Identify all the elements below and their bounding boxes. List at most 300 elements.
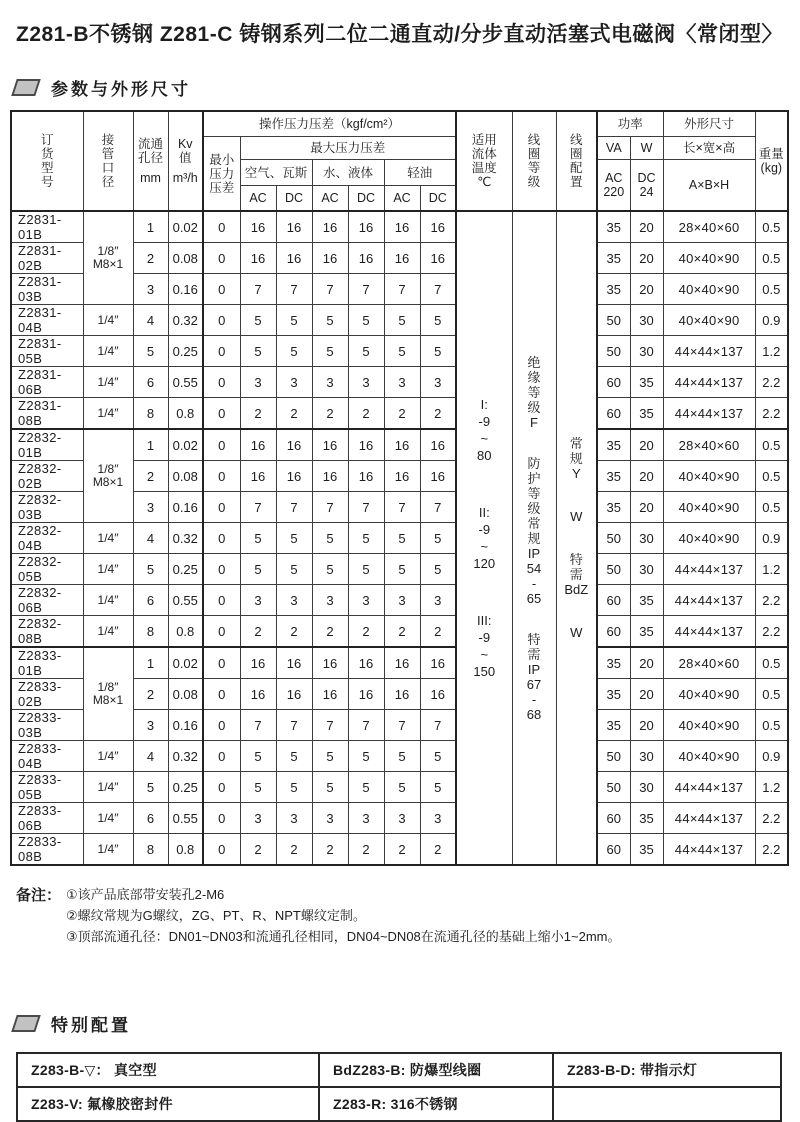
weight-cell: 2.2 bbox=[755, 398, 788, 430]
kv-cell: 0.32 bbox=[168, 741, 203, 772]
note-item: ③顶部流通孔径：DN01~DN03和流通孔径相同，DN04~DN08在流通孔径的基础上缩小1~2mm。 bbox=[66, 929, 621, 944]
max-pressure-cell: 16 bbox=[312, 647, 348, 679]
bore-cell: 6 bbox=[133, 367, 168, 398]
pipe-cell: 1/4″ bbox=[83, 585, 133, 616]
bore-cell: 3 bbox=[133, 492, 168, 523]
pipe-cell: 1/4″ bbox=[83, 336, 133, 367]
w-cell: 30 bbox=[630, 305, 663, 336]
max-pressure-cell: 3 bbox=[276, 585, 312, 616]
w-cell: 35 bbox=[630, 367, 663, 398]
max-pressure-cell: 3 bbox=[384, 803, 420, 834]
va-cell: 35 bbox=[597, 492, 630, 523]
notes-label: 备注： bbox=[16, 887, 62, 904]
va-cell: 50 bbox=[597, 336, 630, 367]
max-pressure-cell: 16 bbox=[384, 243, 420, 274]
weight-cell: 0.5 bbox=[755, 461, 788, 492]
weight-cell: 0.5 bbox=[755, 710, 788, 741]
bore-cell: 1 bbox=[133, 429, 168, 461]
max-pressure-cell: 7 bbox=[276, 710, 312, 741]
special-config-cell: Z283-B-D: 带指示灯 bbox=[553, 1053, 781, 1087]
parallelogram-icon bbox=[11, 1015, 41, 1032]
model-cell: Z2831-03B bbox=[11, 274, 83, 305]
kv-col-header: Kv 值 m³/h bbox=[168, 111, 203, 211]
max-pressure-cell: 5 bbox=[276, 523, 312, 554]
va-cell: 50 bbox=[597, 554, 630, 585]
min-pressure-cell: 0 bbox=[203, 679, 240, 710]
table-row bbox=[11, 367, 788, 398]
w-cell: 30 bbox=[630, 336, 663, 367]
kv-cell: 0.08 bbox=[168, 461, 203, 492]
max-pressure-cell: 5 bbox=[384, 523, 420, 554]
max-pressure-cell: 2 bbox=[312, 616, 348, 648]
table-header bbox=[11, 111, 788, 211]
max-pressure-cell: 7 bbox=[276, 492, 312, 523]
dc24-header: DC 24 bbox=[630, 160, 663, 212]
min-pressure-cell: 0 bbox=[203, 305, 240, 336]
va-cell: 60 bbox=[597, 616, 630, 648]
max-pressure-cell: 16 bbox=[240, 211, 276, 243]
dims-cell: 44×44×137 bbox=[663, 803, 755, 834]
max-pressure-cell: 16 bbox=[312, 461, 348, 492]
max-pressure-cell: 5 bbox=[276, 305, 312, 336]
model-cell: Z2833-03B bbox=[11, 710, 83, 741]
table-body bbox=[11, 211, 788, 865]
max-pressure-cell: 16 bbox=[348, 429, 384, 461]
ac220-header: AC 220 bbox=[597, 160, 630, 212]
max-pressure-cell: 2 bbox=[276, 834, 312, 866]
bore-cell: 4 bbox=[133, 305, 168, 336]
bore-cell: 8 bbox=[133, 616, 168, 648]
max-pressure-cell: 5 bbox=[348, 336, 384, 367]
parameters-table bbox=[10, 110, 789, 866]
max-pressure-cell: 16 bbox=[348, 461, 384, 492]
max-pressure-cell: 7 bbox=[312, 710, 348, 741]
max-pressure-cell: 5 bbox=[276, 336, 312, 367]
model-cell: Z2831-02B bbox=[11, 243, 83, 274]
va-cell: 35 bbox=[597, 429, 630, 461]
weight-cell: 1.2 bbox=[755, 554, 788, 585]
min-pressure-cell: 0 bbox=[203, 710, 240, 741]
bore-cell: 6 bbox=[133, 803, 168, 834]
max-pressure-cell: 3 bbox=[240, 803, 276, 834]
max-pressure-cell: 16 bbox=[420, 647, 456, 679]
w-cell: 35 bbox=[630, 398, 663, 430]
table-row bbox=[11, 616, 788, 648]
pipe-cell: 1/4″ bbox=[83, 305, 133, 336]
params-section-heading bbox=[14, 75, 800, 100]
max-pressure-cell: 16 bbox=[384, 429, 420, 461]
dims-header: 外形尺寸 bbox=[663, 111, 755, 137]
max-pressure-cell: 3 bbox=[276, 367, 312, 398]
min-pressure-cell: 0 bbox=[203, 523, 240, 554]
max-pressure-cell: 5 bbox=[240, 554, 276, 585]
max-pressure-cell: 16 bbox=[240, 461, 276, 492]
pipe-cell: 1/8″ M8×1 bbox=[83, 211, 133, 305]
weight-cell: 2.2 bbox=[755, 803, 788, 834]
table-row bbox=[11, 554, 788, 585]
note-item: ②螺纹常规为G螺纹，ZG、PT、R、NPT螺纹定制。 bbox=[66, 908, 366, 923]
weight-cell: 1.2 bbox=[755, 772, 788, 803]
kv-cell: 0.55 bbox=[168, 803, 203, 834]
max-pressure-cell: 7 bbox=[348, 492, 384, 523]
model-cell: Z2831-01B bbox=[11, 211, 83, 243]
kv-cell: 0.08 bbox=[168, 679, 203, 710]
max-pressure-cell: 16 bbox=[276, 429, 312, 461]
max-pressure-cell: 5 bbox=[384, 554, 420, 585]
max-pressure-cell: 16 bbox=[240, 429, 276, 461]
table-row bbox=[11, 647, 788, 679]
va-cell: 50 bbox=[597, 741, 630, 772]
special-config-table bbox=[16, 1052, 782, 1122]
max-pressure-cell: 16 bbox=[240, 243, 276, 274]
max-pressure-cell: 2 bbox=[348, 616, 384, 648]
max-pressure-cell: 16 bbox=[312, 429, 348, 461]
dc-header: DC bbox=[276, 186, 312, 212]
max-pressure-cell: 5 bbox=[348, 554, 384, 585]
max-pressure-cell: 3 bbox=[348, 585, 384, 616]
bore-cell: 8 bbox=[133, 834, 168, 866]
w-cell: 35 bbox=[630, 585, 663, 616]
max-pressure-cell: 16 bbox=[420, 211, 456, 243]
max-pressure-cell: 16 bbox=[384, 211, 420, 243]
max-pressure-cell: 2 bbox=[384, 834, 420, 866]
va-cell: 35 bbox=[597, 211, 630, 243]
light-oil-header: 轻油 bbox=[384, 160, 456, 186]
dims-cell: 40×40×90 bbox=[663, 679, 755, 710]
dims-cell: 44×44×137 bbox=[663, 772, 755, 803]
max-pressure-cell: 5 bbox=[312, 554, 348, 585]
max-pressure-cell: 5 bbox=[276, 741, 312, 772]
dims-cell: 40×40×90 bbox=[663, 461, 755, 492]
max-pressure-cell: 2 bbox=[348, 834, 384, 866]
kv-cell: 0.25 bbox=[168, 554, 203, 585]
max-pressure-cell: 7 bbox=[384, 274, 420, 305]
max-pressure-cell: 3 bbox=[240, 585, 276, 616]
max-pressure-cell: 3 bbox=[312, 367, 348, 398]
max-pressure-cell: 5 bbox=[240, 741, 276, 772]
bore-cell: 1 bbox=[133, 647, 168, 679]
max-pressure-cell: 3 bbox=[276, 803, 312, 834]
table-row bbox=[11, 336, 788, 367]
coil-grade-cell: 绝 缘 等 级 F 防 护 等 级 常 规 IP 54 - 65 特 需 IP 67 - 68 bbox=[512, 211, 556, 865]
max-pressure-cell: 5 bbox=[384, 336, 420, 367]
model-cell: Z2832-02B bbox=[11, 461, 83, 492]
kv-cell: 0.25 bbox=[168, 336, 203, 367]
kv-cell: 0.25 bbox=[168, 772, 203, 803]
table-row bbox=[11, 523, 788, 554]
w-cell: 35 bbox=[630, 616, 663, 648]
dims-cell: 44×44×137 bbox=[663, 336, 755, 367]
max-pressure-cell: 2 bbox=[420, 834, 456, 866]
va-cell: 35 bbox=[597, 461, 630, 492]
max-pressure-cell: 16 bbox=[348, 243, 384, 274]
max-pressure-cell: 2 bbox=[348, 398, 384, 430]
max-pressure-cell: 16 bbox=[384, 647, 420, 679]
max-pressure-cell: 7 bbox=[420, 710, 456, 741]
max-pressure-cell: 2 bbox=[276, 398, 312, 430]
weight-cell: 0.9 bbox=[755, 305, 788, 336]
table-row bbox=[11, 741, 788, 772]
max-pressure-cell: 7 bbox=[240, 274, 276, 305]
lwh-header: 长×宽×高 bbox=[663, 137, 755, 160]
va-cell: 60 bbox=[597, 834, 630, 866]
max-pressure-cell: 2 bbox=[312, 398, 348, 430]
w-cell: 30 bbox=[630, 554, 663, 585]
w-cell: 20 bbox=[630, 679, 663, 710]
max-pressure-cell: 7 bbox=[240, 492, 276, 523]
max-pressure-cell: 2 bbox=[240, 834, 276, 866]
table-row bbox=[11, 585, 788, 616]
weight-cell: 2.2 bbox=[755, 834, 788, 866]
params-heading-label: 参数与外形尺寸 bbox=[51, 80, 191, 99]
pipe-cell: 1/4″ bbox=[83, 772, 133, 803]
kv-cell: 0.02 bbox=[168, 211, 203, 243]
max-pressure-cell: 2 bbox=[384, 616, 420, 648]
dims-cell: 40×40×90 bbox=[663, 710, 755, 741]
w-header: W bbox=[630, 137, 663, 160]
min-pressure-cell: 0 bbox=[203, 274, 240, 305]
max-pressure-cell: 3 bbox=[348, 803, 384, 834]
w-cell: 20 bbox=[630, 647, 663, 679]
special-config-cell: Z283-B-▽： 真空型 bbox=[17, 1053, 319, 1087]
special-section-heading bbox=[14, 1011, 800, 1036]
min-pressure-header: 最小 压力 压差 bbox=[203, 137, 240, 212]
kv-cell: 0.55 bbox=[168, 367, 203, 398]
table-row bbox=[17, 1053, 781, 1087]
power-header: 功率 bbox=[597, 111, 663, 137]
kv-cell: 0.08 bbox=[168, 243, 203, 274]
max-pressure-cell: 5 bbox=[420, 336, 456, 367]
water-liquid-header: 水、液体 bbox=[312, 160, 384, 186]
dims-cell: 40×40×90 bbox=[663, 274, 755, 305]
weight-cell: 2.2 bbox=[755, 367, 788, 398]
max-pressure-cell: 7 bbox=[420, 492, 456, 523]
w-cell: 20 bbox=[630, 492, 663, 523]
max-pressure-cell: 2 bbox=[240, 616, 276, 648]
model-cell: Z2833-08B bbox=[11, 834, 83, 866]
special-config-cell bbox=[553, 1087, 781, 1121]
w-cell: 20 bbox=[630, 211, 663, 243]
va-cell: 50 bbox=[597, 523, 630, 554]
dims-cell: 40×40×90 bbox=[663, 305, 755, 336]
notes-items bbox=[66, 884, 621, 947]
min-pressure-cell: 0 bbox=[203, 554, 240, 585]
max-pressure-cell: 16 bbox=[240, 647, 276, 679]
table-row bbox=[11, 305, 788, 336]
bore-cell: 8 bbox=[133, 398, 168, 430]
max-pressure-cell: 5 bbox=[348, 305, 384, 336]
max-pressure-cell: 2 bbox=[384, 398, 420, 430]
model-cell: Z2833-02B bbox=[11, 679, 83, 710]
table-row bbox=[11, 398, 788, 430]
model-cell: Z2832-08B bbox=[11, 616, 83, 648]
max-pressure-cell: 16 bbox=[420, 679, 456, 710]
max-pressure-cell: 5 bbox=[312, 305, 348, 336]
weight-cell: 1.2 bbox=[755, 336, 788, 367]
max-pressure-cell: 5 bbox=[240, 336, 276, 367]
bore-col-header: 流通 孔径 mm bbox=[133, 111, 168, 211]
max-pressure-cell: 7 bbox=[384, 710, 420, 741]
dims-cell: 40×40×90 bbox=[663, 492, 755, 523]
dims-cell: 44×44×137 bbox=[663, 367, 755, 398]
dims-cell: 44×44×137 bbox=[663, 834, 755, 866]
va-cell: 35 bbox=[597, 679, 630, 710]
va-header: VA bbox=[597, 137, 630, 160]
max-pressure-cell: 7 bbox=[240, 710, 276, 741]
max-pressure-cell: 2 bbox=[240, 398, 276, 430]
w-cell: 35 bbox=[630, 803, 663, 834]
pipe-cell: 1/4″ bbox=[83, 554, 133, 585]
dims-cell: 44×44×137 bbox=[663, 398, 755, 430]
max-pressure-cell: 16 bbox=[348, 211, 384, 243]
kv-cell: 0.16 bbox=[168, 492, 203, 523]
va-cell: 60 bbox=[597, 398, 630, 430]
max-pressure-cell: 16 bbox=[348, 647, 384, 679]
bore-cell: 5 bbox=[133, 336, 168, 367]
max-pressure-cell: 5 bbox=[240, 772, 276, 803]
weight-cell: 0.5 bbox=[755, 211, 788, 243]
pipe-cell: 1/4″ bbox=[83, 834, 133, 866]
w-cell: 30 bbox=[630, 741, 663, 772]
max-pressure-cell: 16 bbox=[276, 211, 312, 243]
weight-cell: 0.5 bbox=[755, 492, 788, 523]
max-pressure-cell: 2 bbox=[312, 834, 348, 866]
dims-cell: 44×44×137 bbox=[663, 616, 755, 648]
pipe-col-header: 接 管 口 径 bbox=[83, 111, 133, 211]
kv-cell: 0.8 bbox=[168, 834, 203, 866]
max-pressure-cell: 5 bbox=[240, 305, 276, 336]
weight-cell: 0.5 bbox=[755, 647, 788, 679]
max-pressure-cell: 16 bbox=[312, 679, 348, 710]
weight-cell: 2.2 bbox=[755, 616, 788, 648]
max-pressure-cell: 7 bbox=[384, 492, 420, 523]
max-pressure-cell: 5 bbox=[348, 772, 384, 803]
max-pressure-cell: 5 bbox=[420, 305, 456, 336]
dims-cell: 44×44×137 bbox=[663, 554, 755, 585]
dc-header: DC bbox=[348, 186, 384, 212]
ac-header: AC bbox=[384, 186, 420, 212]
max-pressure-cell: 16 bbox=[384, 461, 420, 492]
temp-cell: I: -9 ~ 80 II: -9 ~ 120 III: -9 ~ 150 bbox=[456, 211, 512, 865]
weight-cell: 0.9 bbox=[755, 741, 788, 772]
kv-cell: 0.32 bbox=[168, 305, 203, 336]
bore-cell: 5 bbox=[133, 554, 168, 585]
max-pressure-cell: 16 bbox=[276, 461, 312, 492]
special-config-cell: Z283-R: 316不锈钢 bbox=[319, 1087, 553, 1121]
max-pressure-cell: 5 bbox=[384, 772, 420, 803]
va-cell: 60 bbox=[597, 803, 630, 834]
w-cell: 20 bbox=[630, 461, 663, 492]
pipe-cell: 1/8″ M8×1 bbox=[83, 429, 133, 523]
ac-header: AC bbox=[312, 186, 348, 212]
max-pressure-cell: 5 bbox=[312, 523, 348, 554]
model-cell: Z2832-06B bbox=[11, 585, 83, 616]
weight-cell: 0.5 bbox=[755, 679, 788, 710]
dims-cell: 28×40×60 bbox=[663, 647, 755, 679]
max-pressure-cell: 2 bbox=[420, 398, 456, 430]
max-pressure-cell: 3 bbox=[312, 585, 348, 616]
bore-cell: 1 bbox=[133, 211, 168, 243]
max-pressure-cell: 5 bbox=[312, 336, 348, 367]
pipe-cell: 1/4″ bbox=[83, 616, 133, 648]
min-pressure-cell: 0 bbox=[203, 243, 240, 274]
w-cell: 30 bbox=[630, 772, 663, 803]
va-cell: 35 bbox=[597, 274, 630, 305]
max-pressure-cell: 7 bbox=[348, 274, 384, 305]
special-heading-label: 特别配置 bbox=[51, 1016, 131, 1035]
dims-cell: 28×40×60 bbox=[663, 429, 755, 461]
max-pressure-cell: 16 bbox=[312, 243, 348, 274]
max-pressure-cell: 16 bbox=[276, 243, 312, 274]
bore-cell: 2 bbox=[133, 679, 168, 710]
max-pressure-cell: 2 bbox=[276, 616, 312, 648]
air-gas-header: 空气、瓦斯 bbox=[240, 160, 312, 186]
max-pressure-cell: 2 bbox=[420, 616, 456, 648]
va-cell: 60 bbox=[597, 585, 630, 616]
pipe-cell: 1/4″ bbox=[83, 398, 133, 430]
model-cell: Z2833-04B bbox=[11, 741, 83, 772]
w-cell: 35 bbox=[630, 834, 663, 866]
max-pressure-cell: 16 bbox=[276, 647, 312, 679]
max-pressure-cell: 3 bbox=[420, 803, 456, 834]
dims-cell: 40×40×90 bbox=[663, 741, 755, 772]
min-pressure-cell: 0 bbox=[203, 741, 240, 772]
bore-cell: 2 bbox=[133, 243, 168, 274]
coil-config-cell: 常 规 Y W 特 需 BdZ W bbox=[556, 211, 597, 865]
model-cell: Z2831-04B bbox=[11, 305, 83, 336]
kv-cell: 0.8 bbox=[168, 398, 203, 430]
max-pressure-cell: 3 bbox=[348, 367, 384, 398]
max-pressure-cell: 5 bbox=[348, 741, 384, 772]
abh-header: A×B×H bbox=[663, 160, 755, 212]
max-pressure-cell: 16 bbox=[240, 679, 276, 710]
model-cell: Z2831-06B bbox=[11, 367, 83, 398]
bore-cell: 4 bbox=[133, 523, 168, 554]
weight-cell: 0.5 bbox=[755, 243, 788, 274]
kv-cell: 0.55 bbox=[168, 585, 203, 616]
va-cell: 50 bbox=[597, 305, 630, 336]
table-row bbox=[11, 772, 788, 803]
model-col-header: 订 货 型 号 bbox=[11, 111, 83, 211]
min-pressure-cell: 0 bbox=[203, 211, 240, 243]
kv-cell: 0.16 bbox=[168, 274, 203, 305]
min-pressure-cell: 0 bbox=[203, 772, 240, 803]
bore-cell: 2 bbox=[133, 461, 168, 492]
max-pressure-cell: 7 bbox=[420, 274, 456, 305]
table-row bbox=[17, 1087, 781, 1121]
max-pressure-cell: 5 bbox=[384, 305, 420, 336]
va-cell: 35 bbox=[597, 243, 630, 274]
coil-grade-col-header: 线 圈 等 级 bbox=[512, 111, 556, 211]
special-config-cell: BdZ283-B: 防爆型线圈 bbox=[319, 1053, 553, 1087]
max-pressure-cell: 16 bbox=[276, 679, 312, 710]
model-cell: Z2833-01B bbox=[11, 647, 83, 679]
ac-header: AC bbox=[240, 186, 276, 212]
max-pressure-cell: 7 bbox=[348, 710, 384, 741]
pipe-cell: 1/4″ bbox=[83, 523, 133, 554]
page-title: Z281-B不锈钢 Z281-C 铸钢系列二位二通直动/分步直动活塞式电磁阀〈常闭型〉 bbox=[16, 23, 784, 46]
pipe-cell: 1/8″ M8×1 bbox=[83, 647, 133, 741]
max-pressure-cell: 5 bbox=[312, 772, 348, 803]
max-pressure-cell: 5 bbox=[420, 741, 456, 772]
min-pressure-cell: 0 bbox=[203, 647, 240, 679]
table-row bbox=[11, 834, 788, 866]
min-pressure-cell: 0 bbox=[203, 616, 240, 648]
max-pressure-cell: 5 bbox=[420, 523, 456, 554]
max-pressure-cell: 7 bbox=[276, 274, 312, 305]
dims-cell: 40×40×90 bbox=[663, 243, 755, 274]
max-pressure-cell: 5 bbox=[240, 523, 276, 554]
